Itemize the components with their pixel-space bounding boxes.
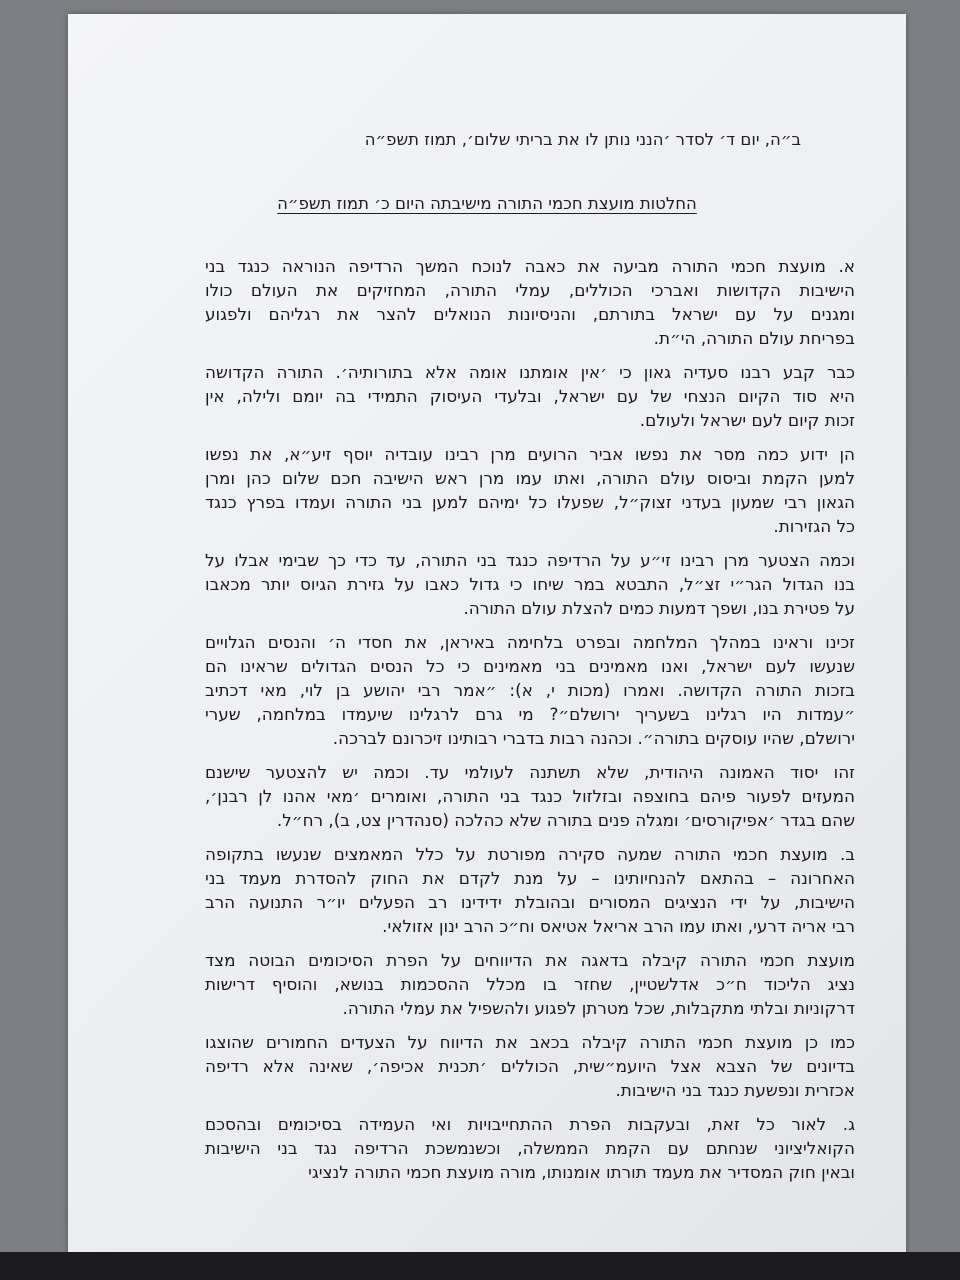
text-line: א. מועצת חכמי התורה מביעה את כאבה לנוכח המשך הרדיפה הנוראה כנגד בני	[205, 256, 855, 276]
text-line: מועצת חכמי התורה קיבלה בדאגה את הדיווחים על הפרת הסיכומים הבוטה מצד	[205, 950, 855, 970]
text-line: הישיבות הקדושות ואברכי הכוללים, עמלי התורה, המחזיקים את העולם כולו	[205, 280, 855, 300]
text-line: שהם בגדר ׳אפיקורסים׳ ומגלה פנים בתורה שלא כהלכה (סנהדרין צט, ב), רח״ל.	[276, 810, 855, 830]
paragraph	[205, 1030, 855, 1102]
document-date-header: ב״ה, יום ד׳ לסדר ׳הנני נותן לו את בריתי שלום׳, תמוז תשפ״ה	[364, 130, 801, 149]
text-line: למען הקמת וביסוס עולם התורה, ואתו עמו מרן ראש הישיבה חכם שלום כהן ומרן	[205, 468, 855, 488]
paragraph	[205, 442, 855, 538]
text-line: ובאין חוק המסדיר את מעמד תורתו אומנותו, מורה מועצת חכמי התורה לנציגי	[308, 1162, 855, 1182]
text-line: בדיונים של הצבא אצל היועמ״שית, הכוללים ׳תכנית אכיפה׳, שאינה אלא רדיפה	[205, 1056, 855, 1076]
document-title: החלטות מועצת חכמי התורה מישיבתה היום כ׳ תמוז תשפ״ה	[277, 194, 697, 213]
paragraph	[205, 842, 855, 938]
text-line: ומגנים על עם ישראל בתורתם, והניסיונות הנואלים להצר את רגליהם ולפגוע	[205, 304, 855, 324]
text-line: ״עמדות היו רגלינו בשעריך ירושלם״? מי גרם לרגלינו שיעמדו במלחמה, שערי	[205, 704, 855, 724]
text-line: רבי אריה דרעי, ואתו עמו הרב אריאל אטיאס וח״כ הרב ינון אזולאי.	[382, 916, 855, 936]
text-line: על פטירת בנו, ושפך דמעות כמים להצלת עולם התורה.	[463, 598, 855, 618]
text-line: כל הגזירות.	[773, 516, 855, 536]
text-line: שנעשו לעם ישראל, ואנו מאמינים בני מאמינים כי כל הנסים הגדולים שראינו הם	[205, 656, 855, 676]
paragraph	[205, 760, 855, 832]
text-line: בנו הגדול הגר״י זצ״ל, התבטא במר שיחו כי גדול כאבו על גזירת הגיוס יותר מכאבו	[205, 574, 855, 594]
text-line: כבר קבע רבנו סעדיה גאון כי ׳אין אומתנו אומה אלא בתורותיה׳. התורה הקדושה	[205, 362, 855, 382]
text-line: הקואליציוני שנחתם עם הקמת הממשלה, וכשנמשכת הרדיפה נגד בני הישיבות	[205, 1138, 855, 1158]
paragraph	[205, 548, 855, 620]
background-surface	[0, 1252, 960, 1280]
text-line: נציג הליכוד ח״כ אדלשטיין, שחזר בו מכלל ההסכמות בנושא, והוסיף דרישות	[205, 974, 855, 994]
text-line: הן ידוע כמה מסר את נפשו אביר הרועים מרן רבינו עובדיה יוסף זיע״א, את נפשו	[205, 444, 855, 464]
text-line: ג. לאור כל זאת, ובעקבות הפרת ההתחייבויות ואי העמידה בסיכומים ובהסכם	[205, 1114, 855, 1134]
text-line: זכינו וראינו במהלך המלחמה ובפרט בלחימה באיראן, את חסדי ה׳ והנסים הגלויים	[205, 632, 855, 652]
text-line: זכות קיום לעם ישראל ולעולם.	[639, 410, 855, 430]
document-body	[205, 254, 855, 1194]
text-line: אכזרית ונפשעת כנגד בני הישיבות.	[615, 1080, 855, 1100]
paragraph	[205, 1112, 855, 1184]
text-line: ירושלם, שהיו עוסקים בתורה״. וכהנה רבות בדברי רבותינו זיכרונם לברכה.	[332, 728, 855, 748]
text-line: דרקוניות ובלתי מתקבלות, שכל מטרתן לפגוע ולהשפיל את עמלי התורה.	[342, 998, 855, 1018]
document-page	[68, 14, 906, 1254]
paragraph	[205, 630, 855, 750]
text-line: הגאון רבי שמעון בעדני זצוק״ל, שפעלו כל ימיהם למען בני התורה ועמדו בפרץ כנגד	[205, 492, 855, 512]
paragraph	[205, 254, 855, 350]
text-line: ב. מועצת חכמי התורה שמעה סקירה מפורטת על כלל המאמצים שנעשו בתקופה	[205, 844, 855, 864]
paragraph	[205, 948, 855, 1020]
paragraph	[205, 360, 855, 432]
text-line: וכמה הצטער מרן רבינו זי״ע על הרדיפה כנגד בני התורה, עד כדי כך שבימי אבלו על	[205, 550, 855, 570]
text-line: כמו כן מועצת חכמי התורה קיבלה בכאב את הדיווח על הצעדים החמורים שהוצגו	[205, 1032, 855, 1052]
text-line: בפריחת עולם התורה, הי״ת.	[653, 328, 855, 348]
text-line: המעזים לפעור פיהם בחוצפה ובזלזול כנגד בני התורה, ואומרים ׳מאי אהנו לן רבנן׳,	[205, 786, 855, 806]
text-line: בזכות התורה הקדושה. ואמרו (מכות י, א): ״אמר רבי יהושע בן לוי, מאי דכתיב	[205, 680, 855, 700]
text-line: האחרונה – בהתאם להנחיותינו – על מנת לקדם את החוק להסדרת מעמד בני	[205, 868, 855, 888]
text-line: זהו יסוד האמונה היהודית, שלא תשתנה לעולמי עד. וכמה יש להצטער שישנם	[205, 762, 855, 782]
text-line: הישיבות, על ידי הנציגים המסורים ובהובלת ידידינו רב הפעלים יו״ר התנועה הרב	[205, 892, 855, 912]
text-line: היא סוד הקיום הנצחי של עם ישראל, ובלעדי העיסוק התמידי בה יומם ולילה, אין	[205, 386, 855, 406]
